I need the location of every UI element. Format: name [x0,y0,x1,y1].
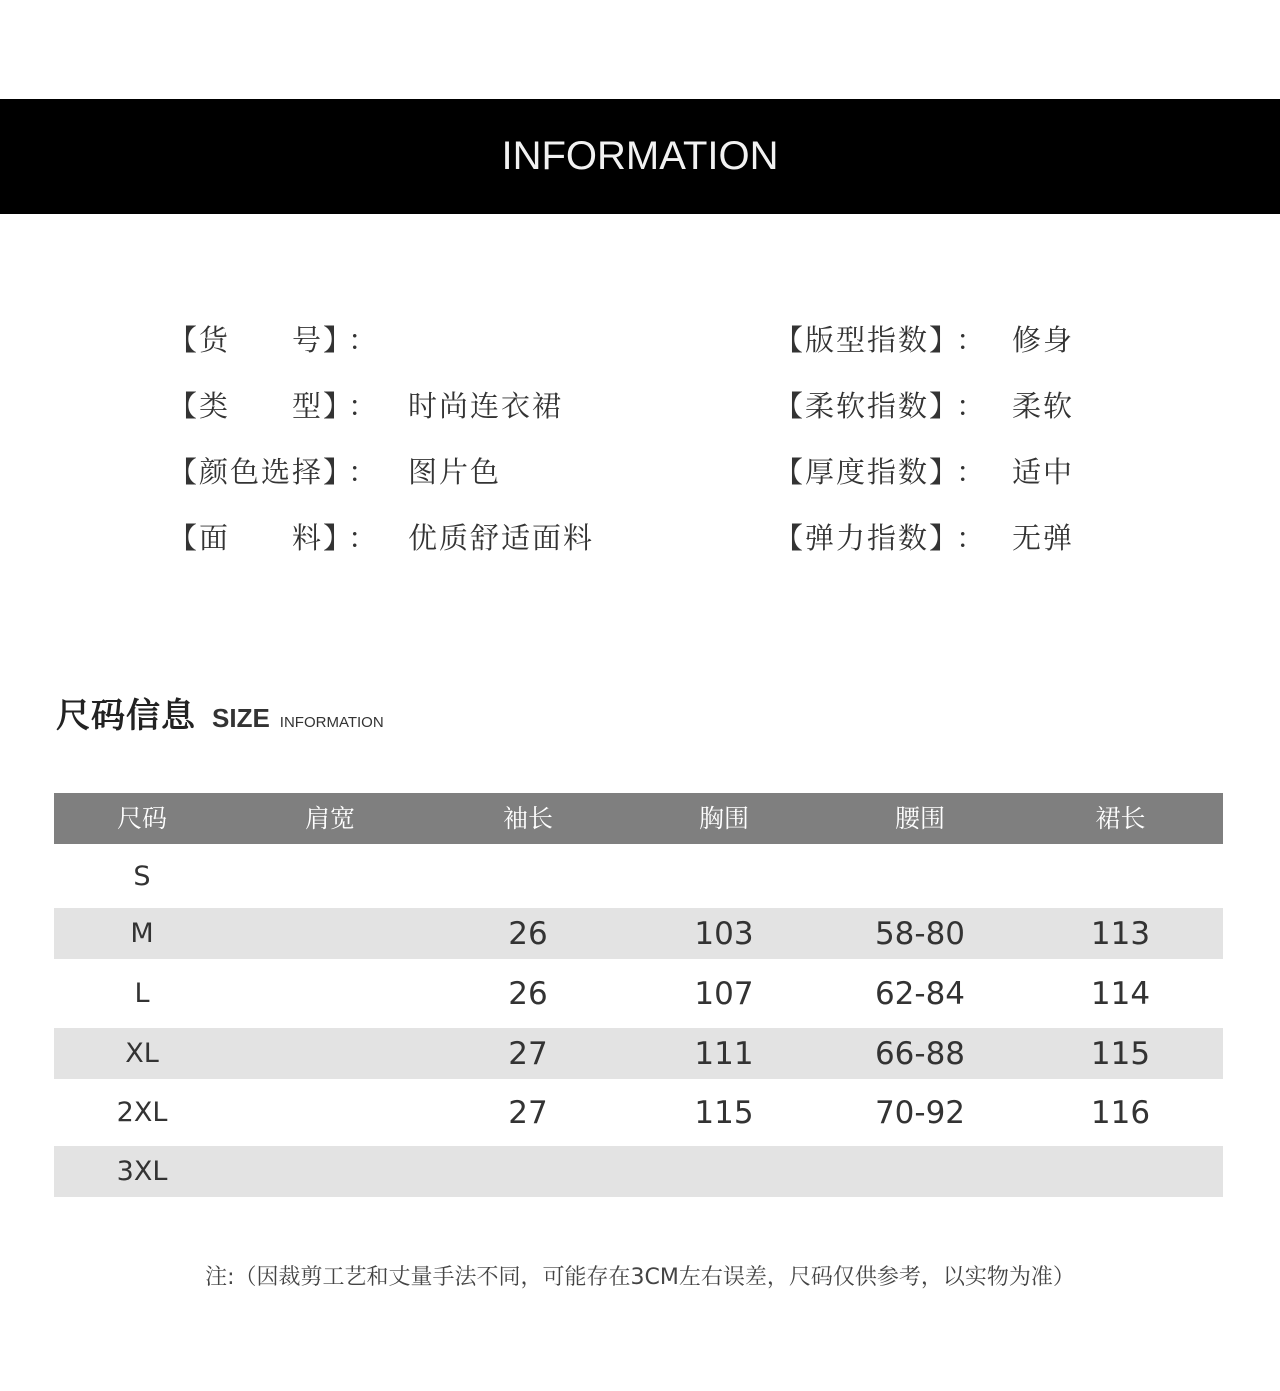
table-cell: M [130,918,154,949]
size-heading-en-small: INFORMATION [279,714,384,731]
table-cell: 27 [508,1094,548,1131]
size-info-heading [56,688,384,737]
table-cell: XL [125,1038,159,1069]
info-label: 【厚度指数】 [774,455,961,489]
info-value: 图片色 [408,455,502,489]
info-colon: ： [956,389,986,423]
table-cell: 66-88 [874,1035,966,1072]
table-cell: 27 [508,1035,548,1072]
table-cell: S [133,860,151,892]
table-cell: 115 [1090,1035,1151,1072]
table-cell: 58-80 [874,915,966,952]
table-row [54,844,1223,908]
column-header: 裙长 [1095,804,1146,833]
table-cell: 116 [1090,1094,1151,1131]
size-heading-en: SIZE [212,703,270,733]
info-value: 优质舒适面料 [408,521,595,555]
table-cell: 107 [694,975,754,1012]
table-cell: 3XL [116,1156,168,1187]
column-header: 肩宽 [304,804,355,833]
info-colon: ： [348,389,378,423]
table-cell: 2XL [116,1097,168,1128]
info-colon: ： [956,455,986,489]
table-cell: 70-92 [874,1094,966,1131]
info-label: 【颜色选择】 [168,455,355,489]
size-heading-cn: 尺码信息 [56,696,196,736]
table-cell: 26 [508,975,548,1012]
info-colon: ： [348,455,378,489]
info-value: 修身 [1012,323,1075,357]
info-label: 【弹力指数】 [774,521,961,555]
info-colon: ： [348,323,378,357]
column-header: 胸围 [698,804,749,833]
table-row [54,1028,1223,1079]
table-row [54,959,1223,1028]
table-cell: 113 [1090,915,1151,952]
column-header: 腰围 [894,804,945,833]
info-label: 【类 型】 [168,389,355,423]
info-value: 柔软 [1012,389,1075,423]
table-cell: 114 [1090,975,1151,1012]
table-row [54,908,1223,959]
table-row [54,1146,1223,1197]
info-label: 【面 料】 [168,521,355,555]
banner-title: INFORMATION [501,134,779,178]
information-banner [0,99,1280,214]
info-colon: ： [956,521,986,555]
table-cell: 62-84 [874,975,966,1012]
column-header: 袖长 [502,804,553,833]
column-header: 尺码 [116,804,167,833]
info-value: 时尚连衣裙 [408,389,564,423]
table-cell: 115 [694,1094,754,1131]
info-value: 无弹 [1012,521,1075,555]
size-disclaimer-note: 注:（因裁剪工艺和丈量手法不同，可能存在3CM左右误差，尺码仅供参考，以实物为准） [205,1265,1075,1290]
info-value: 适中 [1012,455,1075,489]
size-table-header [54,793,1223,844]
info-label: 【货 号】 [168,323,355,357]
table-row [54,1079,1223,1146]
info-colon: ： [348,521,378,555]
table-cell: 26 [508,915,548,952]
table-cell: 111 [694,1035,754,1072]
info-label: 【柔软指数】 [774,389,961,423]
table-cell: L [134,978,150,1009]
size-table [54,793,1223,1197]
info-colon: ： [956,323,986,357]
info-label: 【版型指数】 [774,323,961,357]
table-cell: 103 [694,915,754,952]
